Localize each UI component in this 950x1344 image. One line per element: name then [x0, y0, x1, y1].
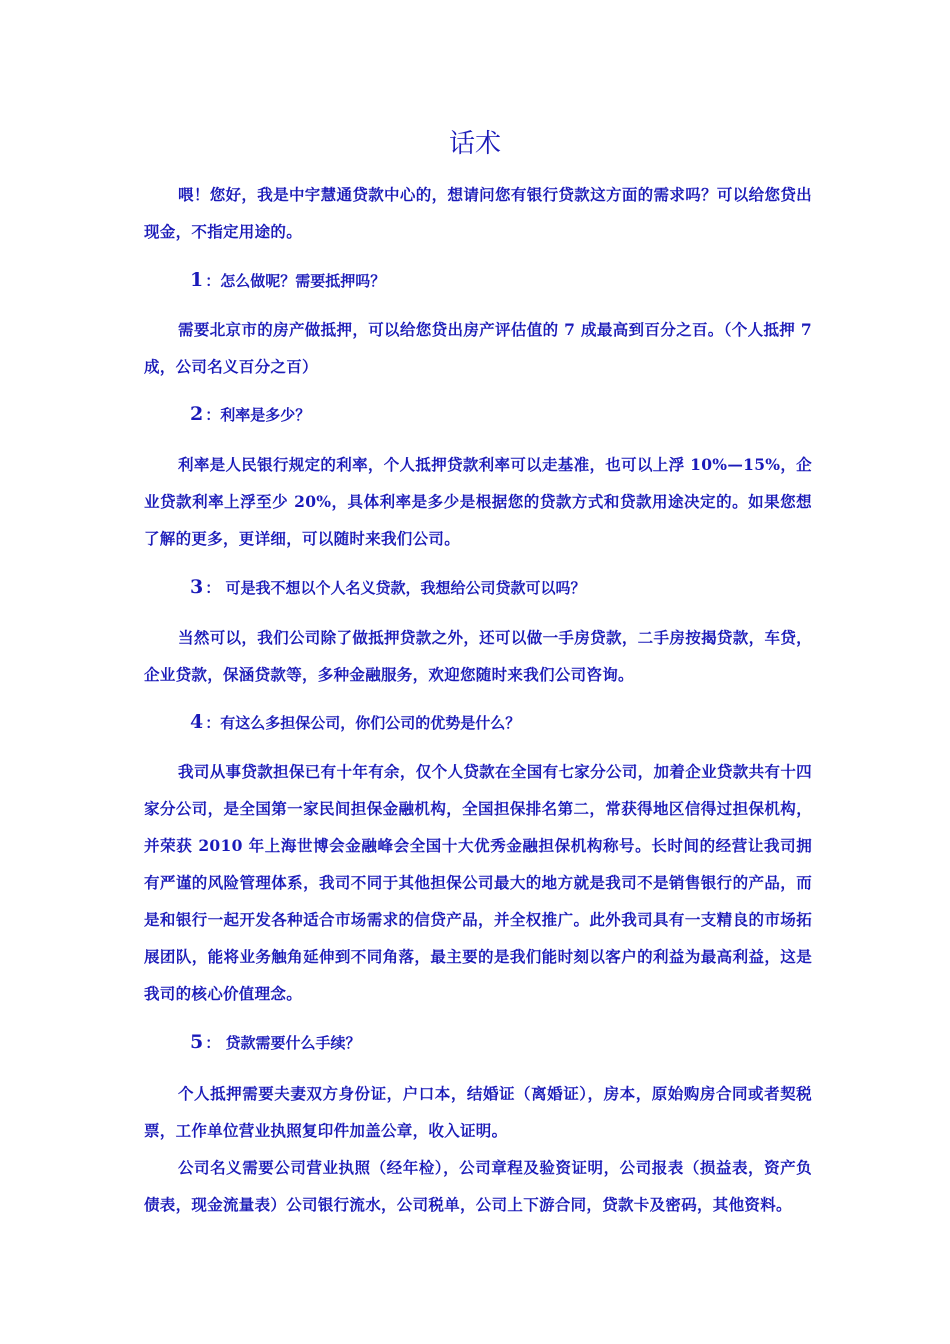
question-3	[190, 573, 810, 602]
answer-3: 当然可以，我们公司除了做抵押贷款之外，还可以做一手房贷款，二手房按揭贷款，车贷，企业贷款，保涵贷款等，多种金融服务，欢迎您随时来我们公司咨询。	[144, 628, 812, 684]
question-text: ：怎么做呢？需要抵押吗？	[205, 272, 386, 290]
question-1	[190, 266, 810, 295]
intro-paragraph: 喂！您好，我是中宇慧通贷款中心的，想请问您有银行贷款这方面的需求吗？可以给您贷出现金，不指定用途的。	[144, 185, 812, 241]
question-text: ：利率是多少？	[205, 406, 311, 424]
page-title: 话术	[448, 129, 501, 159]
answer-2: 利率是人民银行规定的利率，个人抵押贷款利率可以走基准，也可以上浮 10%—15%，企业贷款利率上浮至少 20%，具体利率是多少是根据您的贷款方式和贷款用途决定的。如果您想了解的更多，更详细，可以随时来我们公司。	[144, 455, 812, 548]
question-number: 4	[190, 711, 204, 733]
question-5	[190, 1028, 810, 1057]
answer-5-personal: 个人抵押需要夫妻双方身份证，户口本，结婚证（离婚证），房本，原始购房合同或者契税票，工作单位营业执照复印件加盖公章，收入证明。	[144, 1084, 812, 1140]
answer-4: 我司从事贷款担保已有十年有余，仅个人贷款在全国有七家分公司，加着企业贷款共有十四家分公司，是全国第一家民间担保金融机构，全国担保排名第二，常获得地区信得过担保机构，并荣获 2010 年上海世博会金融峰会全国十大优秀金融担保机构称号。长时间的经营让我司拥有严谨的风险管理体系，我司不同于其他担保公司最大的地方就是我司不是销售银行的产品，而是和银行一起开发各种适合市场需求的信贷产品，并全权推广。此外我司具有一支精良的市场拓展团队，能将业务触角延伸到不同角落，最主要的是我们能时刻以客户的利益为最高利益，这是我司的核心价值理念。	[144, 762, 812, 1003]
answer-5-company: 公司名义需要公司营业执照（经年检），公司章程及验资证明，公司报表（损益表，资产负债表，现金流量表）公司银行流水，公司税单，公司上下游合同，贷款卡及密码，其他资料。	[144, 1158, 812, 1214]
question-text: ：有这么多担保公司，你们公司的优势是什么？	[205, 714, 521, 732]
question-number: 5	[190, 1031, 204, 1053]
question-2	[190, 400, 810, 429]
question-number: 1	[190, 269, 204, 291]
answer-1: 需要北京市的房产做抵押，可以给您贷出房产评估值的 7 成最高到百分之百。（个人抵押 7 成，公司名义百分之百）	[144, 320, 812, 376]
question-text: ： 可是我不想以个人名义贷款，我想给公司贷款可以吗？	[205, 579, 586, 597]
question-number: 3	[190, 576, 204, 598]
question-4	[190, 708, 810, 737]
question-number: 2	[190, 403, 204, 425]
question-text: ： 贷款需要什么手续？	[205, 1034, 361, 1052]
